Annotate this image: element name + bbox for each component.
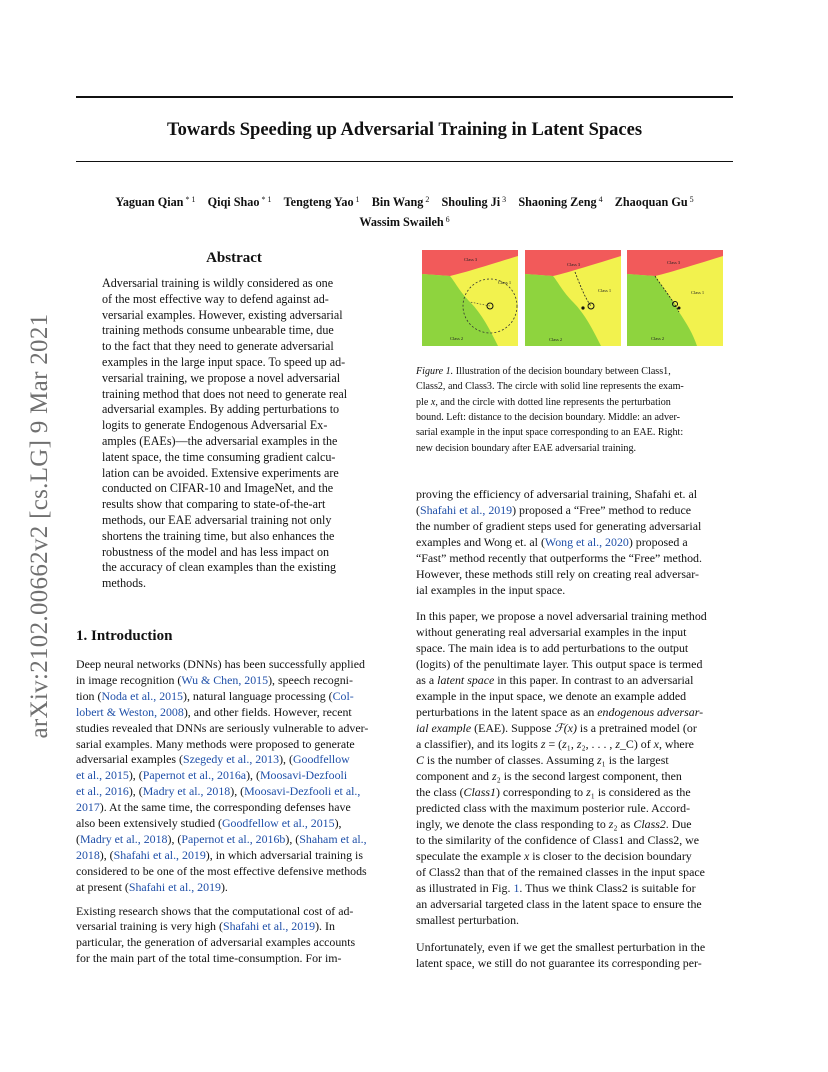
citation-link[interactable]: Shaham et al., xyxy=(299,831,367,846)
body-line: in image recognition (Wu & Chen, 2015), speech recogni- xyxy=(76,672,353,687)
body-line: (Shafahi et al., 2019) proposed a “Free” method to reduce xyxy=(416,503,692,517)
author-affiliation-mark: * 1 xyxy=(183,195,196,204)
body-line: space. The main idea is to add perturbations to the output xyxy=(416,641,689,655)
abstract-line: conducted on CIFAR-10 and ImageNet, and the xyxy=(102,481,334,496)
author-affiliation-mark: 1 xyxy=(353,195,360,204)
body-line: tion (Noda et al., 2015), natural language processing (Col- xyxy=(76,688,354,703)
body-line: particular, the generation of adversarial examples accounts xyxy=(76,935,356,950)
abstract-line: shortens the training time, but also enhances the xyxy=(102,528,335,543)
abstract-line: versarial examples. However, existing adversarial xyxy=(102,307,343,322)
author-affiliation-mark: 3 xyxy=(500,195,507,204)
citation-link[interactable]: Papernot et al., 2016b xyxy=(181,831,286,846)
body-line: for the main part of the total time-consumption. For im- xyxy=(76,951,342,966)
body-line: predicted class with the maximum posterior rule. Accord- xyxy=(416,801,691,815)
body-line: versarial training is very high (Shafahi et al., 2019). In xyxy=(76,919,335,934)
figure-panel-right xyxy=(627,250,723,346)
author-name: Shouling Ji xyxy=(441,195,501,209)
abstract-line: methods, our EAE adversarial training not only xyxy=(102,513,332,527)
body-line: a classifier), and its logits z = (z₁, z₂, . . . , z_C) of x, where xyxy=(416,737,694,751)
body-line: ial examples in the input space. xyxy=(416,583,566,597)
citation-link[interactable]: Shafahi et al., 2019 xyxy=(128,879,221,894)
abstract-line: to the fact that they need to generate adversarial xyxy=(102,339,334,354)
body-line: speculate the example x is closer to the decision boundary xyxy=(416,849,692,863)
caption-line: bound. Left: distance to the decision boundary. Middle: an adver- xyxy=(416,411,681,423)
author-name: Bin Wang xyxy=(371,195,424,209)
citation-link[interactable]: Wong et al., 2020 xyxy=(544,535,629,549)
body-line: also been extensively studied (Goodfellow et al., 2015), xyxy=(76,816,342,830)
body-line: the number of gradient steps used for generating adversarial xyxy=(416,519,702,533)
abstract-line: latent space, the time consuming gradient calcu- xyxy=(102,449,336,464)
citation-link[interactable]: 1 xyxy=(513,881,520,895)
body-line: to the similarity of the confidence of Class1 and Class2, we xyxy=(416,833,700,847)
abstract-line: amples (EAEs)—the adversarial examples in the xyxy=(102,434,338,448)
body-line: “Fast” method recently that outperforms the “Free” method. xyxy=(416,551,702,565)
author-line-1 xyxy=(76,191,733,211)
author-affiliation-mark: * 1 xyxy=(259,195,272,204)
body-line: lobert & Weston, 2008), and other fields. However, recent xyxy=(76,704,352,719)
abstract-line: Adversarial training is wildly considered as one xyxy=(102,276,334,290)
citation-link[interactable]: et al., 2016 xyxy=(76,784,129,799)
class2-label: Class 2 xyxy=(549,337,563,342)
body-line: et al., 2016), (Madry et al., 2018), (Moosavi-Dezfooli et al., xyxy=(76,784,361,799)
caption-line: sarial example in the input space corresponding to an EAE. Right: xyxy=(416,427,684,439)
body-line: as a latent space in this paper. In contrast to an adversarial xyxy=(416,673,694,687)
abstract-line: methods. xyxy=(102,576,147,591)
citation-link[interactable]: Shafahi et al., 2019 xyxy=(113,847,206,862)
abstract-line: the accuracy of clean examples than the existing xyxy=(102,560,337,575)
class1-label: Class 1 xyxy=(691,290,705,295)
author-name: Qiqi Shao xyxy=(207,195,260,209)
body-line: Unfortunately, even if we get the smallest perturbation in the xyxy=(416,940,706,954)
body-line: 2017). At the same time, the corresponding defenses have xyxy=(76,800,351,815)
citation-link[interactable]: et al., 2015 xyxy=(76,768,129,783)
abstract-line: lation can be avoided. Extensive experiments are xyxy=(102,465,339,480)
citation-link[interactable]: Noda et al., 2015 xyxy=(101,688,183,703)
citation-link[interactable]: Shafahi et al., 2019 xyxy=(419,503,513,517)
title-top-rule xyxy=(76,96,733,98)
author-name: Tengteng Yao xyxy=(283,195,354,209)
title-bottom-rule xyxy=(76,161,733,162)
author-name: Zhaoquan Gu xyxy=(614,195,688,209)
citation-link[interactable]: Goodfellow et al., 2015 xyxy=(221,816,335,830)
citation-link[interactable]: Moosavi-Dezfooli xyxy=(259,768,348,783)
body-line: (logits) of the penultimate layer. This output space is termed xyxy=(416,657,703,671)
author-name: Shaoning Zeng xyxy=(518,195,597,209)
author-name: Yaguan Qian xyxy=(115,195,184,209)
citation-link[interactable]: Madry et al., 2018 xyxy=(142,784,231,799)
caption-line: Class2, and Class3. The circle with solid line represents the exam- xyxy=(416,381,684,393)
class2-label: Class 2 xyxy=(651,336,665,341)
class3-label: Class 3 xyxy=(667,260,681,265)
body-line: 2018), (Shafahi et al., 2019), in which adversarial training is xyxy=(76,847,363,862)
arxiv-stamp: arXiv:2102.00662v2 [cs.LG] 9 Mar 2021 xyxy=(26,313,53,739)
author-affiliation-mark: 2 xyxy=(423,195,430,204)
author-affiliation-mark: 4 xyxy=(596,195,603,204)
author-line-2 xyxy=(76,211,733,231)
citation-link[interactable]: Madry et al., 2018 xyxy=(79,831,168,846)
body-line: without generating real adversarial examples in the input xyxy=(416,625,687,639)
citation-link[interactable]: 2017 xyxy=(76,800,100,815)
author-list xyxy=(76,191,733,231)
body-line: Existing research shows that the computational cost of ad- xyxy=(76,903,354,918)
abstract-line: results show that comparing to state-of-the-art xyxy=(102,497,326,512)
body-line: et al., 2015), (Papernot et al., 2016a), (Moosavi-Dezfooli xyxy=(76,768,348,783)
abstract-line: training method that does not need to generate real xyxy=(102,386,348,401)
caption-line: Figure 1. Illustration of the decision boundary between Class1, xyxy=(416,366,671,377)
citation-link[interactable]: Papernot et al., 2016a xyxy=(142,768,247,783)
class3-label: Class 3 xyxy=(567,262,581,267)
author-affiliation-mark: 5 xyxy=(687,195,694,204)
body-line: Deep neural networks (DNNs) has been successfully applied xyxy=(76,657,365,671)
body-line: C is the number of classes. Assuming z₁ is the largest xyxy=(416,753,669,767)
author-name: Wassim Swaileh xyxy=(359,215,444,229)
class1-label: Class 1 xyxy=(598,288,612,293)
body-line: However, these methods still rely on creating real adversar- xyxy=(416,567,699,581)
citation-link[interactable]: Col- xyxy=(332,688,354,703)
class3-label: Class 3 xyxy=(464,257,478,262)
figure-panel-left xyxy=(422,250,518,346)
paper-title: Towards Speeding up Adversarial Training in Latent Spaces xyxy=(166,120,643,140)
body-line: an adversarial targeted class in the latent space to ensure the xyxy=(416,897,702,911)
class2-label: Class 2 xyxy=(450,336,464,341)
section-heading-introduction: 1. Introduction xyxy=(76,628,173,644)
citation-link[interactable]: Goodfellow xyxy=(292,752,350,767)
abstract-line: versarial training, we propose a novel adversarial xyxy=(102,370,341,385)
citation-link[interactable]: Wu & Chen, 2015 xyxy=(181,672,269,687)
body-line: adversarial examples (Szegedy et al., 2013), (Goodfellow xyxy=(76,752,350,767)
body-line: sarial examples. Many methods were proposed to generate xyxy=(76,736,355,751)
body-line: considered to be one of the most effective defensive methods xyxy=(76,863,367,878)
citation-link[interactable]: Shafahi et al., 2019 xyxy=(222,919,316,934)
citation-link[interactable]: Szegedy et al., 2013 xyxy=(182,752,280,767)
citation-link[interactable]: lobert & Weston, 2008 xyxy=(76,704,184,719)
abstract-line: adversarial examples. By adding perturbations to xyxy=(102,402,340,417)
abstract-line: examples in the large input space. To speed up ad- xyxy=(102,355,346,369)
body-line: component and z₂ is the second largest component, then xyxy=(416,769,682,783)
abstract-line: robustness of the model and has less impact on xyxy=(102,544,330,559)
body-line: example in the input space, we denote an example added xyxy=(416,689,687,703)
author-affiliation-mark: 6 xyxy=(443,215,450,224)
citation-link[interactable]: 2018 xyxy=(76,847,100,862)
class1-label: Class 1 xyxy=(498,280,512,285)
body-line: examples and Wong et. al (Wong et al., 2020) proposed a xyxy=(416,535,688,549)
abstract-line: logits to generate Endogenous Adversarial Ex- xyxy=(102,418,328,433)
body-line: proving the efficiency of adversarial training, Shafahi et. al xyxy=(416,487,698,501)
body-line: of Class2 than that of the remained classes in the input space xyxy=(416,865,705,879)
body-line: ingly, we denote the class responding to z₂ as Class2. Due xyxy=(416,817,692,831)
citation-link[interactable]: Moosavi-Dezfooli et al., xyxy=(244,784,361,799)
body-line: latent space, we still do not guarantee its corresponding per- xyxy=(416,956,702,970)
body-line: In this paper, we propose a novel adversarial training method xyxy=(416,609,707,623)
body-line: studies revealed that DNNs are seriously vulnerable to adver- xyxy=(76,720,369,735)
body-line: ial example (EAE). Suppose ℱ(x) is a pretrained model (or xyxy=(416,721,697,735)
abstract-line: training methods consume unbearable time, due xyxy=(102,323,334,338)
caption-line: new decision boundary after EAE adversarial training. xyxy=(416,442,637,454)
caption-line: ple x, and the circle with dotted line represents the perturbation xyxy=(416,396,671,408)
body-line: as illustrated in Fig. 1. Thus we think Class2 is suitable for xyxy=(416,881,696,895)
body-line: the class (Class1) corresponding to z₁ is considered as the xyxy=(416,785,691,799)
body-line: perturbations in the latent space as an endogenous adversar- xyxy=(416,705,704,719)
body-line: smallest perturbation. xyxy=(416,913,520,927)
figure-panel-middle xyxy=(525,250,621,346)
abstract-heading: Abstract xyxy=(206,250,262,266)
abstract-line: of the most effective way to defend against ad- xyxy=(102,291,329,306)
body-line: (Madry et al., 2018), (Papernot et al., 2016b), (Shaham et al., xyxy=(76,831,367,846)
body-line: at present (Shafahi et al., 2019). xyxy=(76,879,228,894)
